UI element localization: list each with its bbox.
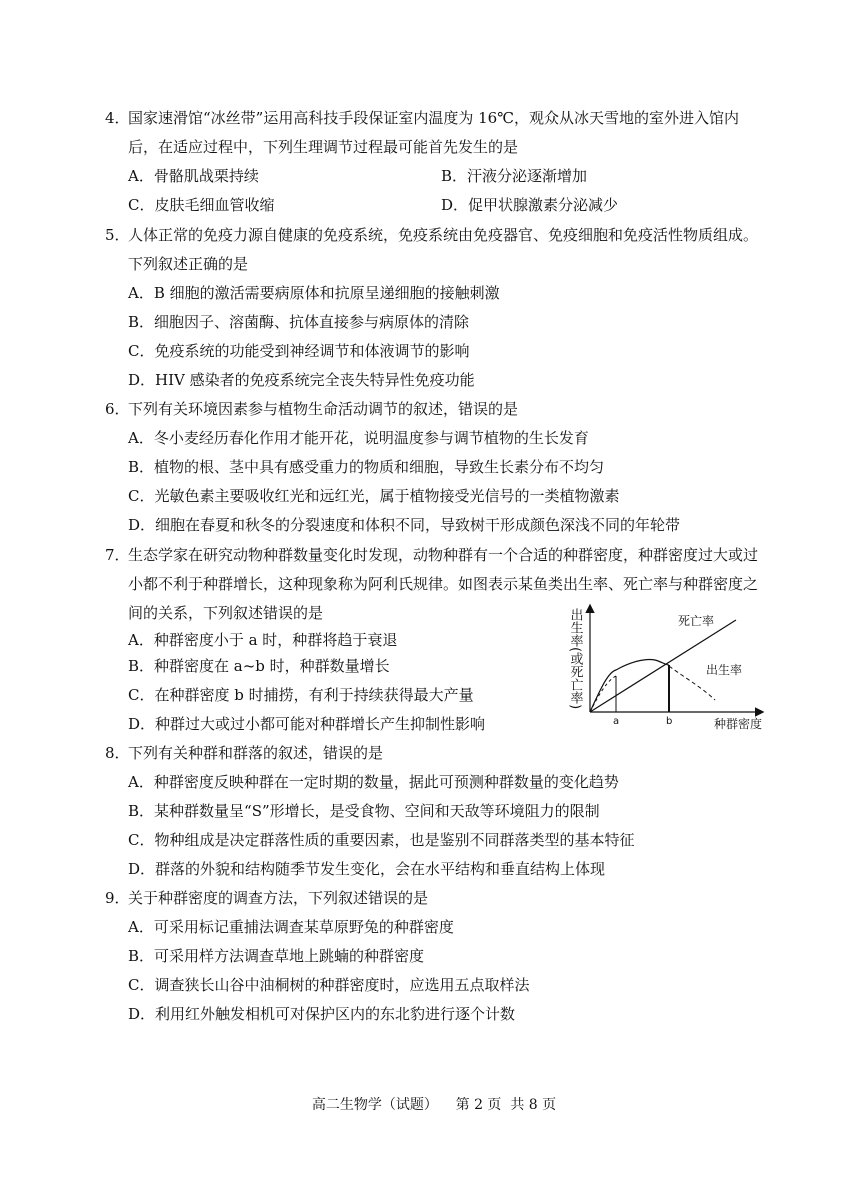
question-9-number: 9． bbox=[105, 889, 130, 907]
question-8-option-d: D．群落的外貌和结构随季节发生变化，会在水平结构和垂直结构上体现 bbox=[128, 860, 606, 878]
question-4-stem-line-2: 后，在适应过程中，下列生理调节过程最可能首先发生的是 bbox=[128, 138, 519, 156]
x-axis-label: 种群密度 bbox=[714, 717, 763, 731]
question-8-stem-line-1: 下列有关种群和群落的叙述，错误的是 bbox=[128, 744, 384, 762]
question-6-option-c: C．光敏色素主要吸收红光和远红光，属于植物接受光信号的一类植物激素 bbox=[128, 487, 620, 505]
question-4-number: 4． bbox=[105, 109, 130, 127]
question-5-stem-line-2: 下列叙述正确的是 bbox=[128, 255, 249, 273]
question-5-number: 5． bbox=[105, 226, 130, 244]
question-7-number: 7． bbox=[105, 546, 130, 564]
question-5-option-a: A．B 细胞的激活需要病原体和抗原呈递细胞的接触刺激 bbox=[128, 284, 500, 302]
question-8-option-c: C．物种组成是决定群落性质的重要因素，也是鉴别不同群落类型的基本特征 bbox=[128, 831, 635, 849]
question-8-option-a: A．种群密度反映种群在一定时期的数量，据此可预测种群数量的变化趋势 bbox=[128, 773, 619, 791]
question-7-stem-line-3: 间的关系，下列叙述错误的是 bbox=[128, 604, 324, 622]
mark-a-label: a bbox=[613, 716, 620, 727]
question-7-option-c: C．在种群密度 b 时捕捞，有利于持续获得最大产量 bbox=[128, 686, 474, 704]
question-6-option-a: A．冬小麦经历春化作用才能开花，说明温度参与调节植物的生长发育 bbox=[128, 429, 589, 447]
question-6-option-d: D．细胞在春夏和秋冬的分裂速度和体积不同，导致树干形成颜色深浅不同的年轮带 bbox=[128, 516, 681, 534]
question-9-option-d: D．利用红外触发相机可对保护区内的东北豹进行逐个计数 bbox=[128, 1005, 516, 1023]
question-7-option-a: A．种群密度小于 a 时，种群将趋于衰退 bbox=[128, 631, 398, 649]
question-4-option-d: D．促甲状腺激素分泌减少 bbox=[441, 196, 619, 214]
question-4-option-c: C．皮肤毛细血管收缩 bbox=[128, 196, 275, 214]
question-9-option-c: C．调查狭长山谷中油桐树的种群密度时，应选用五点取样法 bbox=[128, 976, 530, 994]
birth-rate-dashed bbox=[590, 676, 616, 712]
question-8-number: 8． bbox=[105, 744, 130, 762]
question-9-option-a: A．可采用标记重捕法调查某草原野兔的种群密度 bbox=[128, 918, 454, 936]
question-6-number: 6． bbox=[105, 400, 130, 418]
question-5-option-c: C．免疫系统的功能受到神经调节和体液调节的影响 bbox=[128, 342, 470, 360]
question-4-stem-line-1: 国家速滑馆“冰丝带”运用高科技手段保证室内温度为 16℃，观众从冰天雪地的室外进入馆内 bbox=[128, 109, 739, 127]
question-7-stem-line-2: 小都不利于种群增长，这种现象称为阿利氏规律。如图表示某鱼类出生率、死亡率与种群密度之 bbox=[128, 575, 759, 593]
mark-b-label: b bbox=[666, 716, 673, 727]
question-5-option-d: D．HIV 感染者的免疫系统完全丧失特异性免疫功能 bbox=[128, 371, 475, 389]
birth-death-rate-figure bbox=[560, 600, 775, 735]
question-6-stem-line-1: 下列有关环境因素参与植物生命活动调节的叙述，错误的是 bbox=[128, 400, 519, 418]
question-4-option-a: A．骨骼肌战栗持续 bbox=[128, 167, 259, 185]
death-rate-label: 死亡率 bbox=[678, 614, 715, 628]
page-footer: 高二生物学（试题） 第 2 页 共 8 页 bbox=[311, 1097, 557, 1113]
question-5-stem-line-1: 人体正常的免疫力源自健康的免疫系统，免疫系统由免疫器官、免疫细胞和免疫活性物质组成。 bbox=[128, 226, 759, 244]
question-4-option-b: B．汗液分泌逐渐增加 bbox=[441, 167, 588, 185]
question-7-option-b: B．种群密度在 a~b 时，种群数量增长 bbox=[128, 657, 390, 675]
birth-rate-label: 出生率 bbox=[706, 663, 743, 677]
question-7-stem-line-1: 生态学家在研究动物种群数量变化时发现，动物种群有一个合适的种群密度，种群密度过大或过 bbox=[128, 546, 759, 564]
question-6-option-b: B．植物的根、茎中具有感受重力的物质和细胞，导致生长素分布不均匀 bbox=[128, 458, 605, 476]
question-7-option-d: D．种群过大或过小都可能对种群增长产生抑制性影响 bbox=[128, 715, 486, 733]
question-8-option-b: B．某种群数量呈“S”形增长，是受食物、空间和天敌等环境阻力的限制 bbox=[128, 802, 600, 820]
y-axis-label: 出生率(或死亡率) bbox=[567, 608, 583, 710]
question-5-option-b: B．细胞因子、溶菌酶、抗体直接参与病原体的清除 bbox=[128, 313, 470, 331]
question-9-stem-line-1: 关于种群密度的调查方法，下列叙述错误的是 bbox=[128, 889, 429, 907]
question-9-option-b: B．可采用样方法调查草地上跳蝻的种群密度 bbox=[128, 947, 425, 965]
